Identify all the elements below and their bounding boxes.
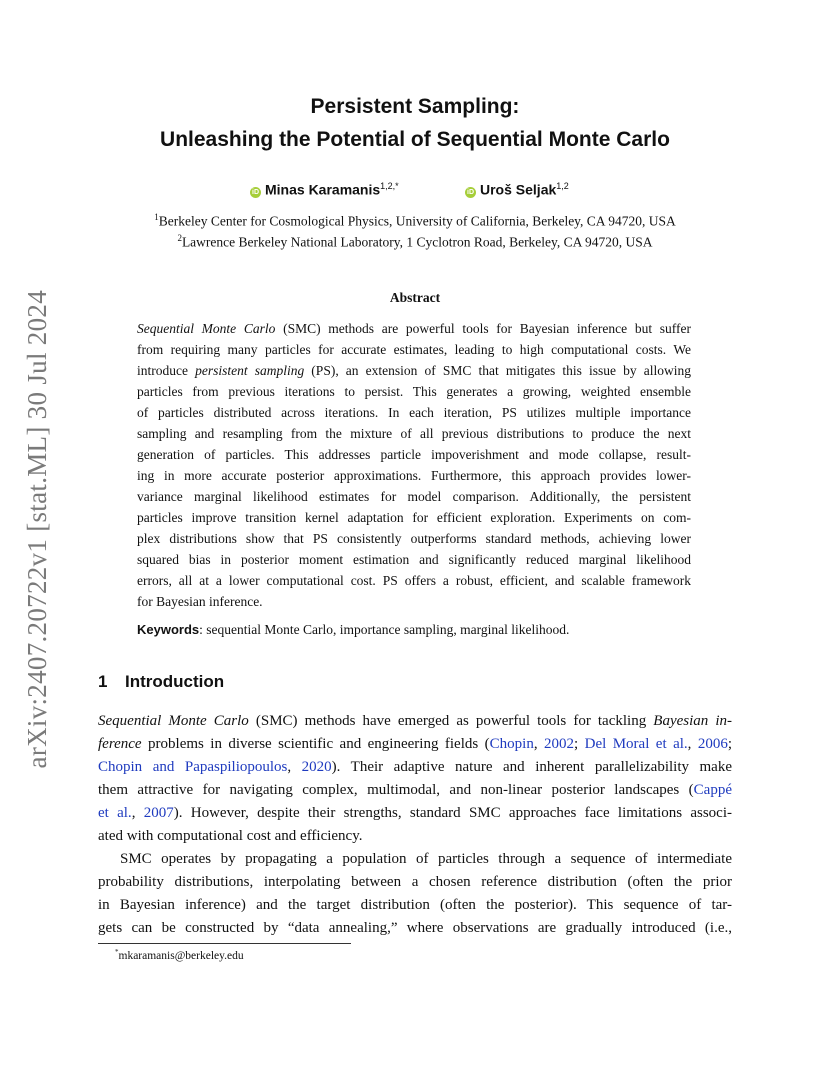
abstract-line: sampling and resampling from the mixture of all previous distributions to produce the next	[137, 426, 691, 441]
author-1-affil-marks: 1,2,*	[380, 181, 399, 191]
body-line: them attractive for navigating complex, multimodal, and non-linear posterior landscapes (Cappé	[98, 782, 732, 798]
affiliation-2	[98, 233, 732, 251]
citation-link[interactable]: Cappé	[693, 782, 732, 798]
footnote-divider	[98, 943, 351, 944]
affiliation-1-mark: 1	[154, 212, 159, 222]
section-number: 1	[98, 672, 108, 691]
citation-link[interactable]: 2002	[544, 736, 575, 752]
keywords-label: Keywords	[137, 622, 200, 637]
affiliation-1	[98, 212, 732, 230]
author-2-name[interactable]: Uroš Seljak	[480, 181, 557, 198]
affiliation-2-mark: 2	[177, 233, 182, 243]
footnote-mark: *	[115, 948, 119, 956]
abstract-line: errors, all at a lower computational cost. PS offers a robust, efficient, and scalable framework	[137, 573, 691, 588]
keywords-text: : sequential Monte Carlo, importance sampling, marginal likelihood.	[199, 622, 570, 637]
author-1	[250, 181, 399, 198]
abstract-heading: Abstract	[389, 290, 441, 305]
abstract-line: variance marginal likelihood estimates for model comparison. Additionally, the persistent	[137, 489, 691, 504]
abstract-line: particles improve transition kernel adaptation for efficient exploration. Experiments on com-	[137, 510, 691, 525]
citation-link[interactable]: et al.	[98, 805, 132, 821]
body-line: et al., 2007). However, despite their strengths, standard SMC approaches face limitations associ-	[98, 805, 732, 821]
orcid-icon[interactable]: iD	[252, 188, 259, 196]
citation-link[interactable]: Chopin	[489, 736, 534, 752]
body-line: ated with computational cost and efficiency.	[98, 828, 363, 844]
abstract-line: Sequential Monte Carlo (SMC) methods are powerful tools for Bayesian inference but suffer	[137, 321, 691, 336]
citation-link[interactable]: 2020	[301, 759, 332, 775]
citation-link[interactable]: Chopin and Papaspiliopoulos	[98, 759, 288, 775]
paper-title-line-2: Unleashing the Potential of Sequential Monte Carlo	[160, 128, 670, 151]
abstract-line: for Bayesian inference.	[137, 594, 263, 609]
arxiv-identifier-text: arXiv:2407.20722v1 [stat.ML] 30 Jul 2024	[22, 290, 52, 769]
section-heading-introduction	[98, 672, 224, 692]
body-line: Chopin and Papaspiliopoulos, 2020). Their adaptive nature and inherent parallelizability make	[98, 759, 732, 775]
citation-link[interactable]: Del Moral et al.	[584, 736, 688, 752]
citation-link[interactable]: 2006	[697, 736, 728, 752]
body-line: SMC operates by propagating a population of particles through a sequence of intermediate	[120, 851, 732, 867]
author-2-affil-marks: 1,2	[556, 181, 569, 191]
abstract-line: ing in more accurate posterior approximations. Furthermore, this approach provides lower-	[137, 468, 691, 483]
body-line: probability distributions, interpolating between a chosen reference distribution (often the prior	[98, 874, 732, 890]
paper-title-line-1: Persistent Sampling:	[310, 95, 520, 118]
abstract-line: plex distributions show that PS consistently outperforms standard methods, achieving lower	[137, 531, 691, 546]
abstract-line: squared bias in posterior moment estimation and significantly reduced marginal likelihood	[137, 552, 691, 567]
section-title: Introduction	[125, 672, 225, 691]
orcid-icon[interactable]: iD	[467, 188, 474, 196]
abstract-line: introduce persistent sampling (PS), an extension of SMC that mitigates this issue by allowing	[137, 363, 691, 378]
abstract-line: particles from previous iterations to persist. This generates a growing, weighted ensemble	[137, 384, 691, 399]
body-line: Sequential Monte Carlo (SMC) methods have emerged as powerful tools for tackling Bayesian in-	[98, 713, 732, 729]
affiliation-2-text: Lawrence Berkeley National Laboratory, 1 Cyclotron Road, Berkeley, CA 94720, USA	[181, 234, 653, 250]
affiliation-1-text: Berkeley Center for Cosmological Physics, University of California, Berkeley, CA 94720, USA	[158, 213, 676, 229]
author-1-name[interactable]: Minas Karamanis	[265, 181, 381, 198]
body-line: gets can be constructed by “data annealing,” where observations are gradually introduced (i.e.,	[98, 920, 732, 936]
abstract-line: from requiring many particles for accurate estimates, leading to high computational costs. We	[137, 342, 691, 357]
abstract-line: of particles distributed across iterations. In each iteration, PS utilizes multiple importance	[137, 405, 691, 420]
author-2	[465, 181, 569, 198]
body-line: in Bayesian inference) and the target distribution (often the posterior). This sequence of tar-	[98, 897, 732, 913]
arxiv-identifier-stamp	[22, 290, 58, 776]
keywords	[137, 622, 569, 638]
footnote	[115, 948, 244, 962]
citation-link[interactable]: 2007	[143, 805, 174, 821]
body-line: ference problems in diverse scientific and engineering fields (Chopin, 2002; Del Moral et al., 2006;	[98, 736, 732, 752]
abstract-line: generation of particles. This addresses particle impoverishment and mode collapse, result-	[137, 447, 691, 462]
footnote-email[interactable]: mkaramanis@berkeley.edu	[118, 949, 244, 962]
